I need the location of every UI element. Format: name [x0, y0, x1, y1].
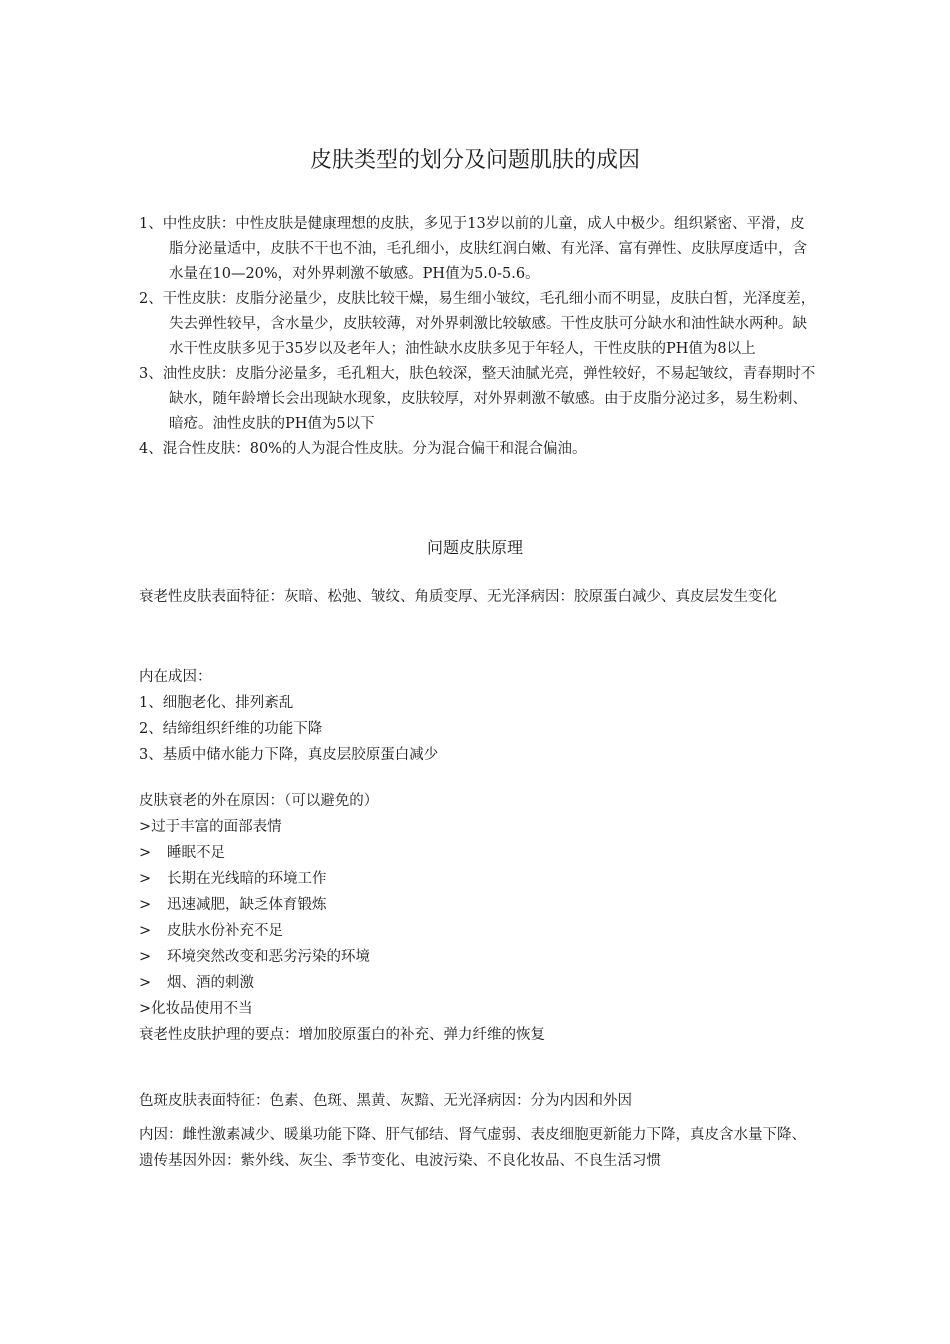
outer-cause-text: 烟、酒的刺激: [167, 975, 254, 991]
bullet-mark: >: [139, 975, 152, 991]
spots-detail: 内因：雌性激素减少、暖巢功能下降、肝气郁结、肾气虚弱、表皮细胞更新能力下降，真皮含水量下降、遗传基因外因：紫外线、灰尘、季节变化、电波污染、不良化妆品、不良生活习惯: [139, 1127, 806, 1169]
skin-type-neutral: 1、中性皮肤：中性皮肤是健康理想的皮肤，多见于13岁以前的儿童，成人中极少。组织紧密、平滑，皮脂分泌量适中，皮肤不干也不油，毛孔细小，皮肤红润白嫩、有光泽、富有弹性、皮肤厚度适中，含水量在10—20%，对外界刺激不敏感。PH值为5.0-5.6。: [139, 216, 807, 282]
page-title: 皮肤类型的划分及问题肌肤的成因: [309, 148, 640, 173]
bullet-mark: >: [139, 949, 152, 965]
outer-cause-text: 迅速减肥，缺乏体育锻炼: [167, 897, 327, 913]
outer-cause-text: 环境突然改变和恶劣污染的环境: [167, 949, 370, 965]
outer-cause-item: >过于丰富的面部表情: [139, 819, 282, 835]
spots-heading: 色斑皮肤表面特征：色素、色斑、黑黄、灰黯、无光泽病因：分为内因和外因: [139, 1093, 632, 1109]
bullet-mark: >: [139, 923, 152, 939]
inner-cause-item: 3、基质中储水能力下降，真皮层胶原蛋白减少: [139, 747, 439, 763]
skin-types-list: [139, 212, 819, 462]
skin-type-combination: 4、混合性皮肤：80%的人为混合性皮肤。分为混合偏干和混合偏油。: [139, 441, 587, 457]
skin-type-dry: 2、干性皮肤：皮脂分泌量少，皮肤比较干燥，易生细小皱纹，毛孔细小而不明显，皮肤白皙，光泽度差，失去弹性较早，含水量少，皮肤较薄，对外界刺激比较敏感。干性皮肤可分缺水和油性缺水两种。缺水干性皮肤多见于35岁以及老年人；油性缺水皮肤多见于年轻人，干性皮肤的PH值为8以上: [139, 291, 816, 357]
inner-causes-label: 内在成因：: [139, 669, 212, 685]
outer-causes-label: 皮肤衰老的外在原因：（可以避免的）: [139, 793, 379, 809]
outer-cause-item: [139, 970, 819, 996]
outer-cause-text: 长期在光线暗的环境工作: [167, 871, 327, 887]
aging-care-points: 衰老性皮肤护理的要点：增加胶原蛋白的补充、弹力纤维的恢复: [139, 1027, 545, 1043]
outer-cause-item: [139, 918, 819, 944]
outer-cause-item: >化妆品使用不当: [139, 1001, 253, 1017]
bullet-mark: >: [139, 897, 152, 913]
bullet-mark: >: [139, 845, 152, 861]
inner-cause-item: 1、细胞老化、排列紊乱: [139, 695, 294, 711]
outer-cause-text: 皮肤水份补充不足: [167, 923, 283, 939]
problem-skin-title: 问题皮肤原理: [426, 538, 523, 557]
outer-cause-item: [139, 840, 819, 866]
skin-type-oily: 3、油性皮肤：皮脂分泌量多，毛孔粗大，肤色较深，整天油腻光亮，弹性较好，不易起皱纹，青春期时不缺水，随年龄增长会出现缺水现象，皮肤较厚，对外界刺激不敏感。由于皮脂分泌过多，易生粉刺、暗疮。油性皮肤的PH值为5以下: [139, 366, 816, 432]
bullet-mark: >: [139, 871, 152, 887]
outer-cause-text: 睡眠不足: [167, 845, 225, 861]
aging-inner-causes: [139, 664, 819, 768]
outer-cause-item: [139, 944, 819, 970]
outer-cause-item: [139, 892, 819, 918]
outer-cause-item: [139, 866, 819, 892]
aging-heading: 衰老性皮肤表面特征：灰暗、松弛、皱纹、角质变厚、无光泽病因：胶原蛋白减少、真皮层发生变化: [139, 589, 777, 605]
inner-cause-item: 2、结缔组织纤维的功能下降: [139, 721, 323, 737]
aging-outer-causes: [139, 788, 819, 1048]
